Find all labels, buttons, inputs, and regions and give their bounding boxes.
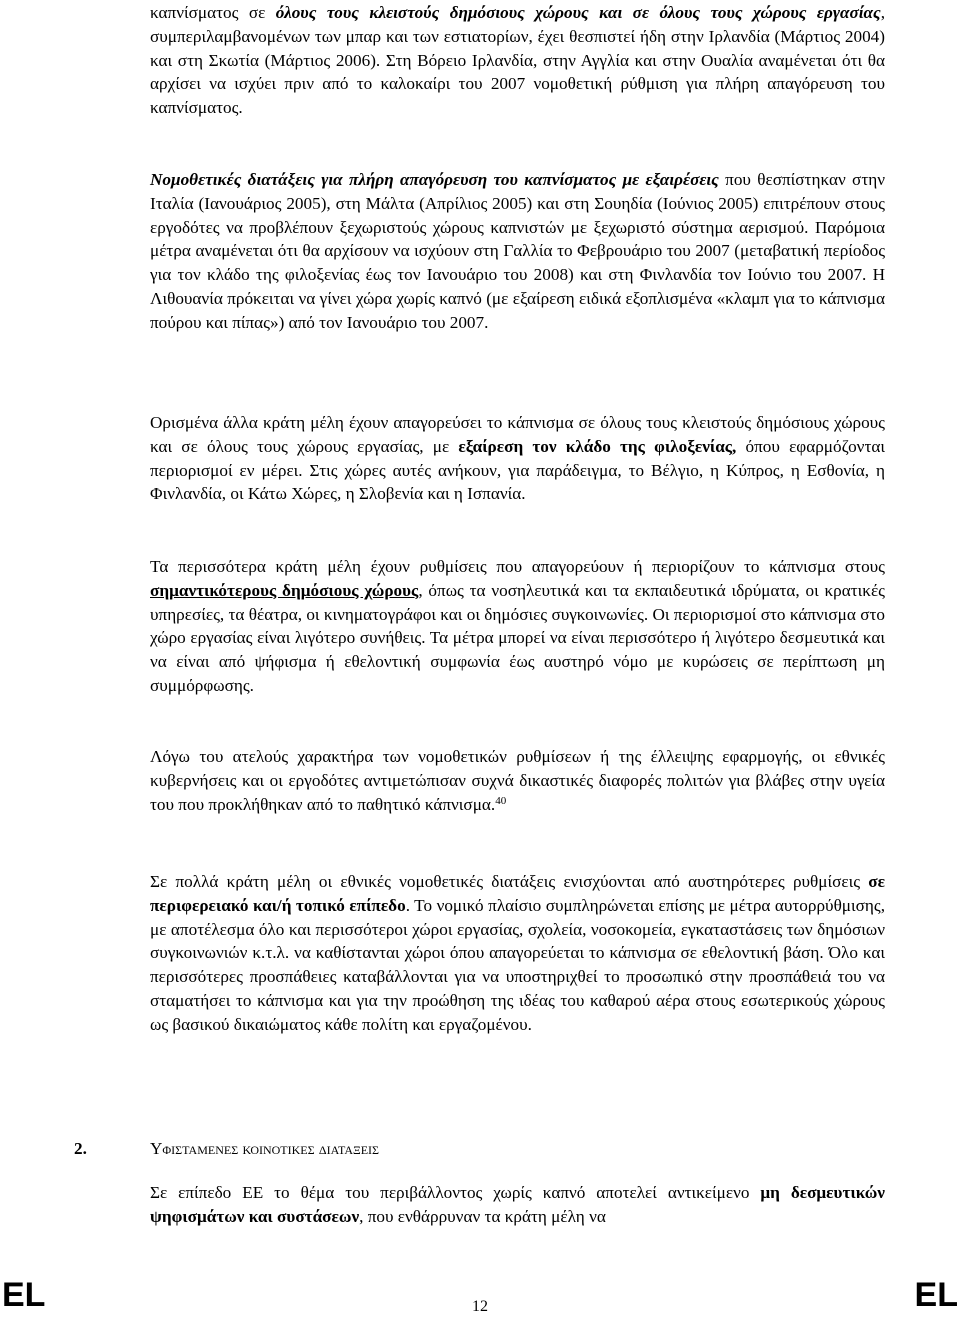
paragraph-4-text-b: , όπως τα νοσηλευτικά και τα εκπαιδευτικά ιδρύματα, οι κρατικές υπηρεσίες, τα θέατρα, οι κινηματογράφοι και οι δημόσιες συγκοινωνίες. Οι περιορισμοί στο κάπνισμα στο χώρο εργασίας είναι λιγότερο συνήθεις. Τα μέτρα μπορεί να είναι περισσότερο ή λιγότερο δεσμευτικά και να είναι από ψήφισμα ή εθελοντική συμφωνία έως αυστηρό νόμο με κυρώσεις σε περίπτωση μη συμμόρφωσης. xyxy=(150,580,885,695)
paragraph-3-emphasis: εξαίρεση τον κλάδο της φιλοξενίας, xyxy=(458,436,737,456)
section-heading xyxy=(74,1137,380,1161)
paragraph-7-emphasis: μη δεσμευτικών ψηφισμάτων και συστάσεων xyxy=(150,1183,885,1226)
section-title: Υφισταμενες κοινοτικες διαταξεις xyxy=(150,1139,380,1158)
paragraph-5 xyxy=(150,745,885,816)
paragraph-3-text-b: όπου εφαρμόζονται περιορισμοί εν μέρει. Στις χώρες αυτές ανήκουν, για παράδειγμα, το Βέλγιο, η Κύπρος, η Εσθονία, η Φινλανδία, οι Κάτω Χώρες, η Σλοβενία και η Ισπανία. xyxy=(150,436,885,504)
language-code-left: EL xyxy=(2,1276,46,1314)
paragraph-6-text-b: . Το νομικό πλαίσιο συμπληρώνεται επίσης με μέτρα αυτορρύθμισης, με αποτέλεσμα όλο και περισσότεροι χώροι εργασίας, σχολεία, νοσοκομεία, εγκαταστάσεις των δημόσιων συγκοινωνιών κ.τ.λ. να καθίστανται χώροι όπου απαγορεύεται το κάπνισμα σε εθελοντική βάση. Όλο και περισσότερες προσπάθειες καταβάλλονται για να υποστηριχθεί το προσωπικό στην προσπάθειά του να σταματήσει το κάπνισμα και για την προώθηση της ιδέας του καθαρού αέρα στους εσωτερικούς χώρους ως βασικού δικαιώματος κάθε πολίτη και εργαζομένου. xyxy=(150,895,885,1034)
paragraph-7-text-b: , που ενθάρρυναν τα κράτη μέλη να xyxy=(359,1206,606,1226)
section-number: 2. xyxy=(74,1139,87,1158)
paragraph-7-text-a: Σε επίπεδο ΕΕ το θέμα του περιβάλλοντος χωρίς καπνό αποτελεί αντικείμενο xyxy=(150,1183,761,1202)
paragraph-1-text-b: , συμπεριλαμβανομένων των μπαρ και των εστιατορίων, έχει θεσπιστεί ήδη στην Ιρλανδία (Μάρτιος 2004) και στη Σκωτία (Μάρτιος 2006). Στη Βόρειο Ιρλανδία, στην Αγγλία και στην Ουαλία αναμένεται ότι θα αρχίσει να ισχύει πριν από το καλοκαίρι του 2007 νομοθετική ρύθμιση για πλήρη απαγόρευση του καπνίσματος. xyxy=(150,3,885,118)
paragraph-1-text-a: καπνίσματος σε xyxy=(150,3,276,22)
page-number: 12 xyxy=(472,1298,488,1315)
footnote-reference[interactable]: 40 xyxy=(495,794,507,807)
paragraph-4 xyxy=(150,555,885,698)
paragraph-5-text: Λόγω του ατελούς χαρακτήρα των νομοθετικών ρυθμίσεων ή της έλλειψης εφαρμογής, οι εθνικές κυβερνήσεις και οι εργοδότες αντιμετώπισαν συχνά δικαστικές διαφορές πολιτών για βλάβες στην υγεία του που προκλήθηκαν από το παθητικό κάπνισμα. xyxy=(150,747,885,814)
paragraph-2-emphasis: Νομοθετικές διατάξεις για πλήρη απαγόρευση του καπνίσματος με εξαιρέσεις xyxy=(150,170,719,189)
paragraph-6 xyxy=(150,870,885,1037)
paragraph-7 xyxy=(150,1181,885,1229)
paragraph-2-text: που θεσπίστηκαν στην Ιταλία (Ιανουάριος 2005), στη Μάλτα (Απρίλιος 2005) και στη Σουηδία (Ιούνιος 2005) επιτρέπουν στους εργοδότες να προβλέπουν ξεχωριστούς χώρους καπνιστών με ξεχωριστό σύστημα αερισμού. Παρόμοια μέτρα αναμένεται ότι θα αρχίσουν να ισχύουν στη Γαλλία το Φεβρουάριο του 2007 (μεταβατική περίοδος για τον κλάδο της φιλοξενίας έως τον Ιανουάριο του 2008) και στη Φινλανδία τον Ιούνιο του 2007. Η Λιθουανία πρόκειται να γίνει χώρα χωρίς καπνό (με εξαίρεση ειδικά εξοπλισμένα «κλαμπ για το κάπνισμα πούρου και πίπας») από τον Ιανουάριο του 2007. xyxy=(150,170,885,332)
paragraph-4-emphasis: σημαντικότερους δημόσιους χώρους xyxy=(150,580,419,600)
paragraph-4-text-a: Τα περισσότερα κράτη μέλη έχουν ρυθμίσεις που απαγορεύουν ή περιορίζουν το κάπνισμα στους xyxy=(150,557,885,576)
paragraph-3 xyxy=(150,411,885,506)
paragraph-1-emphasis: όλους τους κλειστούς δημόσιους χώρους και σε όλους τους χώρους εργασίας xyxy=(275,3,881,22)
paragraph-6-text-a: Σε πολλά κράτη μέλη οι εθνικές νομοθετικές διατάξεις ενισχύονται από αυστηρότερες ρυθμίσεις xyxy=(150,872,869,891)
paragraph-6-emphasis: σε περιφερειακό και/ή τοπικό επίπεδο xyxy=(150,872,885,915)
paragraph-2 xyxy=(150,168,885,335)
paragraph-1 xyxy=(150,1,885,120)
paragraph-3-text-a: Ορισμένα άλλα κράτη μέλη έχουν απαγορεύσει το κάπνισμα σε όλους τους κλειστούς δημόσιους χώρους και σε όλους τους χώρους εργασίας, με xyxy=(150,413,885,456)
language-code-right: EL xyxy=(914,1276,958,1314)
